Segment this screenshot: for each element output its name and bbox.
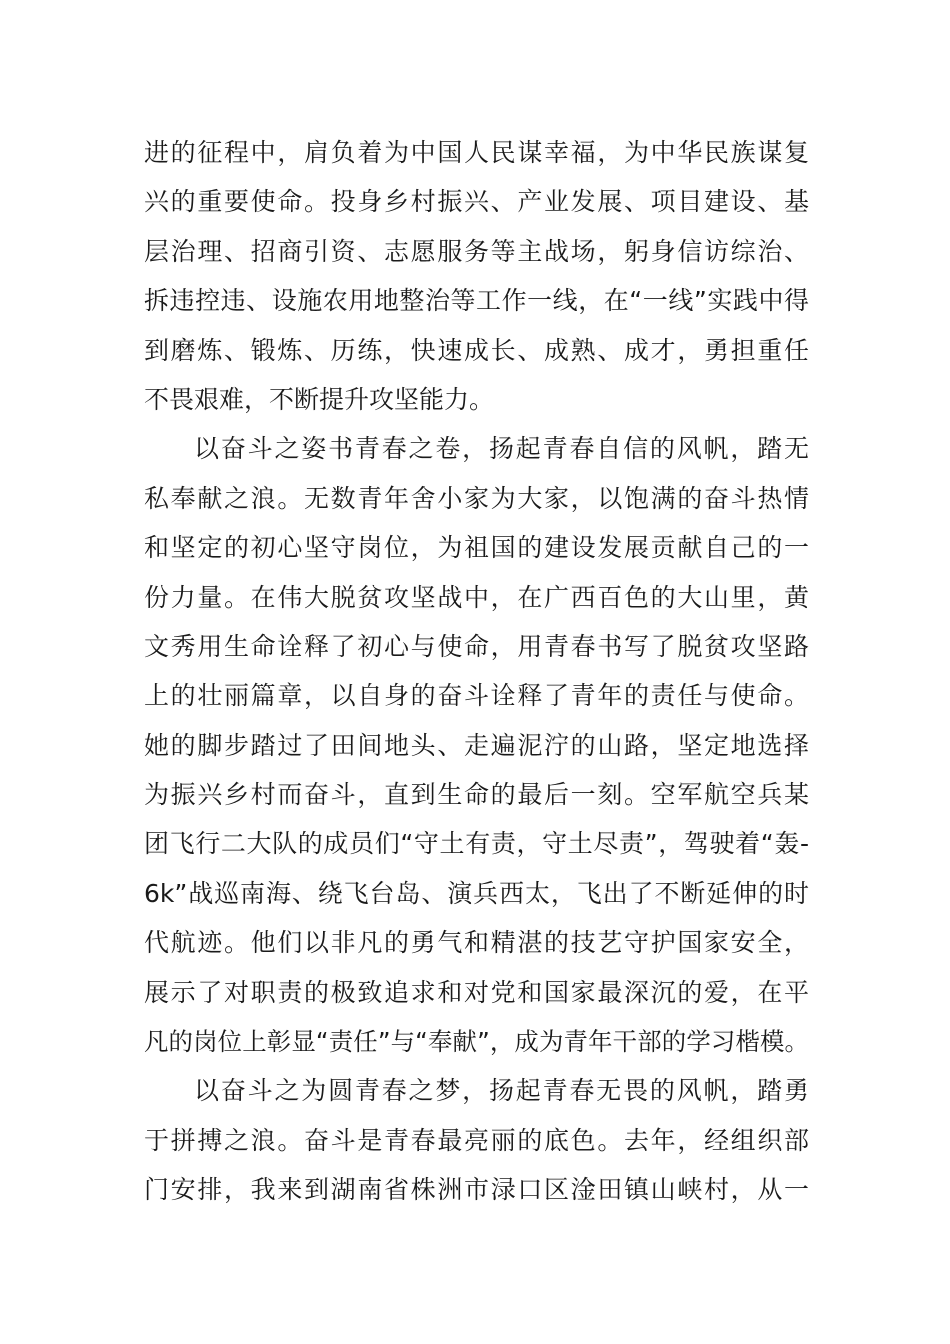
text-line: 到磨炼、锻炼、历练，快速成长、成熟、成才，勇担重任 xyxy=(144,335,809,365)
text-line: 拆违控违、设施农用地整治等工作一线，在“一线”实践中得 xyxy=(144,286,809,316)
text-line: 进的征程中，肩负着为中国人民谋幸福，为中华民族谋复 xyxy=(144,138,809,167)
text-line: 凡的岗位上彰显“责任”与“奉献”，成为青年干部的学习楷模。 xyxy=(144,1027,809,1057)
text-line: 上的壮丽篇章，以自身的奋斗诠释了青年的责任与使命。 xyxy=(144,681,809,711)
paragraph-first-line: 以奋斗之姿书青春之卷，扬起青春自信的风帆，踏无 xyxy=(194,434,809,464)
paragraph-first-line: 以奋斗之为圆青春之梦，扬起青春无畏的风帆，踏勇 xyxy=(194,1076,809,1106)
text-line: 不畏艰难，不断提升攻坚能力。 xyxy=(144,384,495,414)
text-line: 层治理、招商引资、志愿服务等主战场，躬身信访综治、 xyxy=(144,236,809,266)
text-line: 她的脚步踏过了田间地头、走遍泥泞的山路，坚定地选择 xyxy=(144,730,809,760)
text-line: 私奉献之浪。无数青年舍小家为大家，以饱满的奋斗热情 xyxy=(144,483,809,513)
text-line: 于拼搏之浪。奋斗是青春最亮丽的底色。去年，经组织部 xyxy=(144,1125,809,1155)
text-line: 团飞行二大队的成员们“守土有责，守土尽责”，驾驶着“轰- xyxy=(144,829,809,859)
text-line: 文秀用生命诠释了初心与使命，用青春书写了脱贫攻坚路 xyxy=(144,631,809,661)
text-line: 兴的重要使命。投身乡村振兴、产业发展、项目建设、基 xyxy=(144,187,809,217)
text-line: 代航迹。他们以非凡的勇气和精湛的技艺守护国家安全， xyxy=(144,928,809,958)
text-line: 门安排，我来到湖南省株洲市渌口区淦田镇山峡村，从一 xyxy=(144,1175,809,1205)
text-line: 展示了对职责的极致追求和对党和国家最深沉的爱，在平 xyxy=(144,977,809,1007)
text-line: 份力量。在伟大脱贫攻坚战中，在广西百色的大山里，黄 xyxy=(144,582,809,612)
text-line: 为振兴乡村而奋斗，直到生命的最后一刻。空军航空兵某 xyxy=(144,780,809,810)
text-line: 6k”战巡南海、绕飞台岛、演兵西太，飞出了不断延伸的时 xyxy=(144,878,809,908)
body-text xyxy=(144,128,809,1215)
text-line: 和坚定的初心坚守岗位，为祖国的建设发展贡献自己的一 xyxy=(144,533,809,563)
